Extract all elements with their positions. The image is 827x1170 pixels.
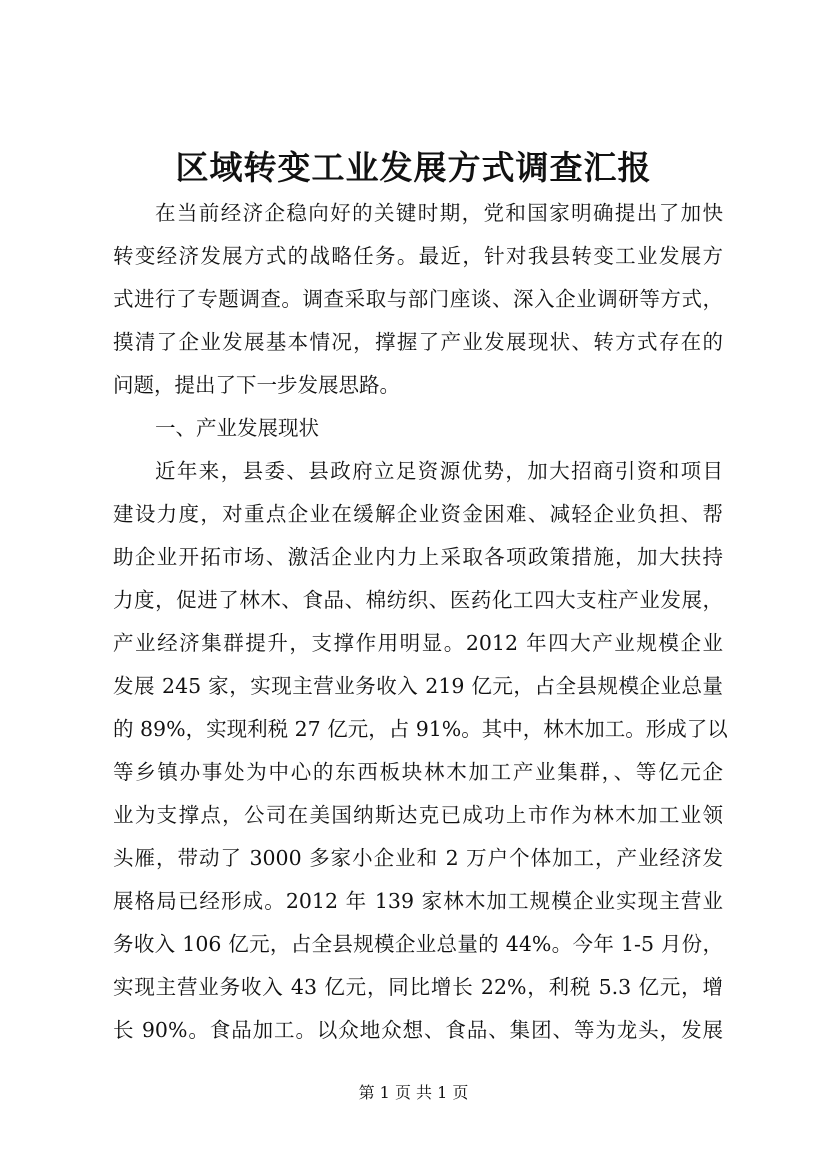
paragraph-line: 实现主营业务收入 43 亿元，同比增长 22%，利税 5.3 亿元，增	[113, 975, 723, 999]
paragraph-line: 展格局已经形成。2012 年 139 家林木加工规模企业实现主营业	[113, 889, 723, 913]
paragraph-line: 建设力度，对重点企业在缓解企业资金困难、减轻企业负担、帮	[113, 502, 723, 526]
paragraph-line: 发展 245 家，实现主营业务收入 219 亿元，占全县规模企业总量	[113, 674, 723, 698]
paragraph-line: 业为支撑点，公司在美国纳斯达克已成功上市作为林木加工业领	[113, 803, 723, 827]
paragraph-line: 等乡镇办事处为中心的东西板块林木加工产业集群，、等亿元企	[113, 760, 723, 784]
paragraph-line: 摸清了企业发展基本情况，撑握了产业发展现状、转方式存在的	[113, 330, 723, 354]
paragraph-line: 近年来，县委、县政府立足资源优势，加大招商引资和项目	[155, 459, 723, 483]
paragraph-line: 的 89%，实现利税 27 亿元，占 91%。其中，林木加工。形成了以	[113, 717, 728, 741]
paragraph-line: 长 90%。食品加工。以众地众想、食品、集团、等为龙头，发展	[113, 1018, 723, 1042]
paragraph-line: 头雁，带动了 3000 多家小企业和 2 万户个体加工，产业经济发	[113, 846, 723, 870]
paragraph-line: 助企业开拓市场、激活企业内力上采取各项政策措施，加大扶持	[113, 545, 723, 569]
paragraph-line: 务收入 106 亿元，占全县规模企业总量的 44%。今年 1-5 月份，	[113, 932, 723, 956]
page-footer: 第 1 页 共 1 页	[358, 1083, 469, 1102]
paragraph-line: 问题，提出了下一步发展思路。	[113, 373, 400, 397]
paragraph-line: 在当前经济企稳向好的关键时期，党和国家明确提出了加快	[155, 201, 723, 225]
paragraph-line: 转变经济发展方式的战略任务。最近，针对我县转变工业发展方	[113, 244, 723, 268]
paragraph-line: 产业经济集群提升，支撑作用明显。2012 年四大产业规模企业	[113, 631, 723, 655]
paragraph-line: 力度，促进了林木、食品、棉纺织、医药化工四大支柱产业发展，	[113, 588, 723, 612]
document-title: 区域转变工业发展方式调查汇报	[175, 148, 652, 187]
section-heading: 一、产业发展现状	[155, 416, 319, 440]
paragraph-line: 式进行了专题调查。调查采取与部门座谈、深入企业调研等方式，	[113, 287, 723, 311]
